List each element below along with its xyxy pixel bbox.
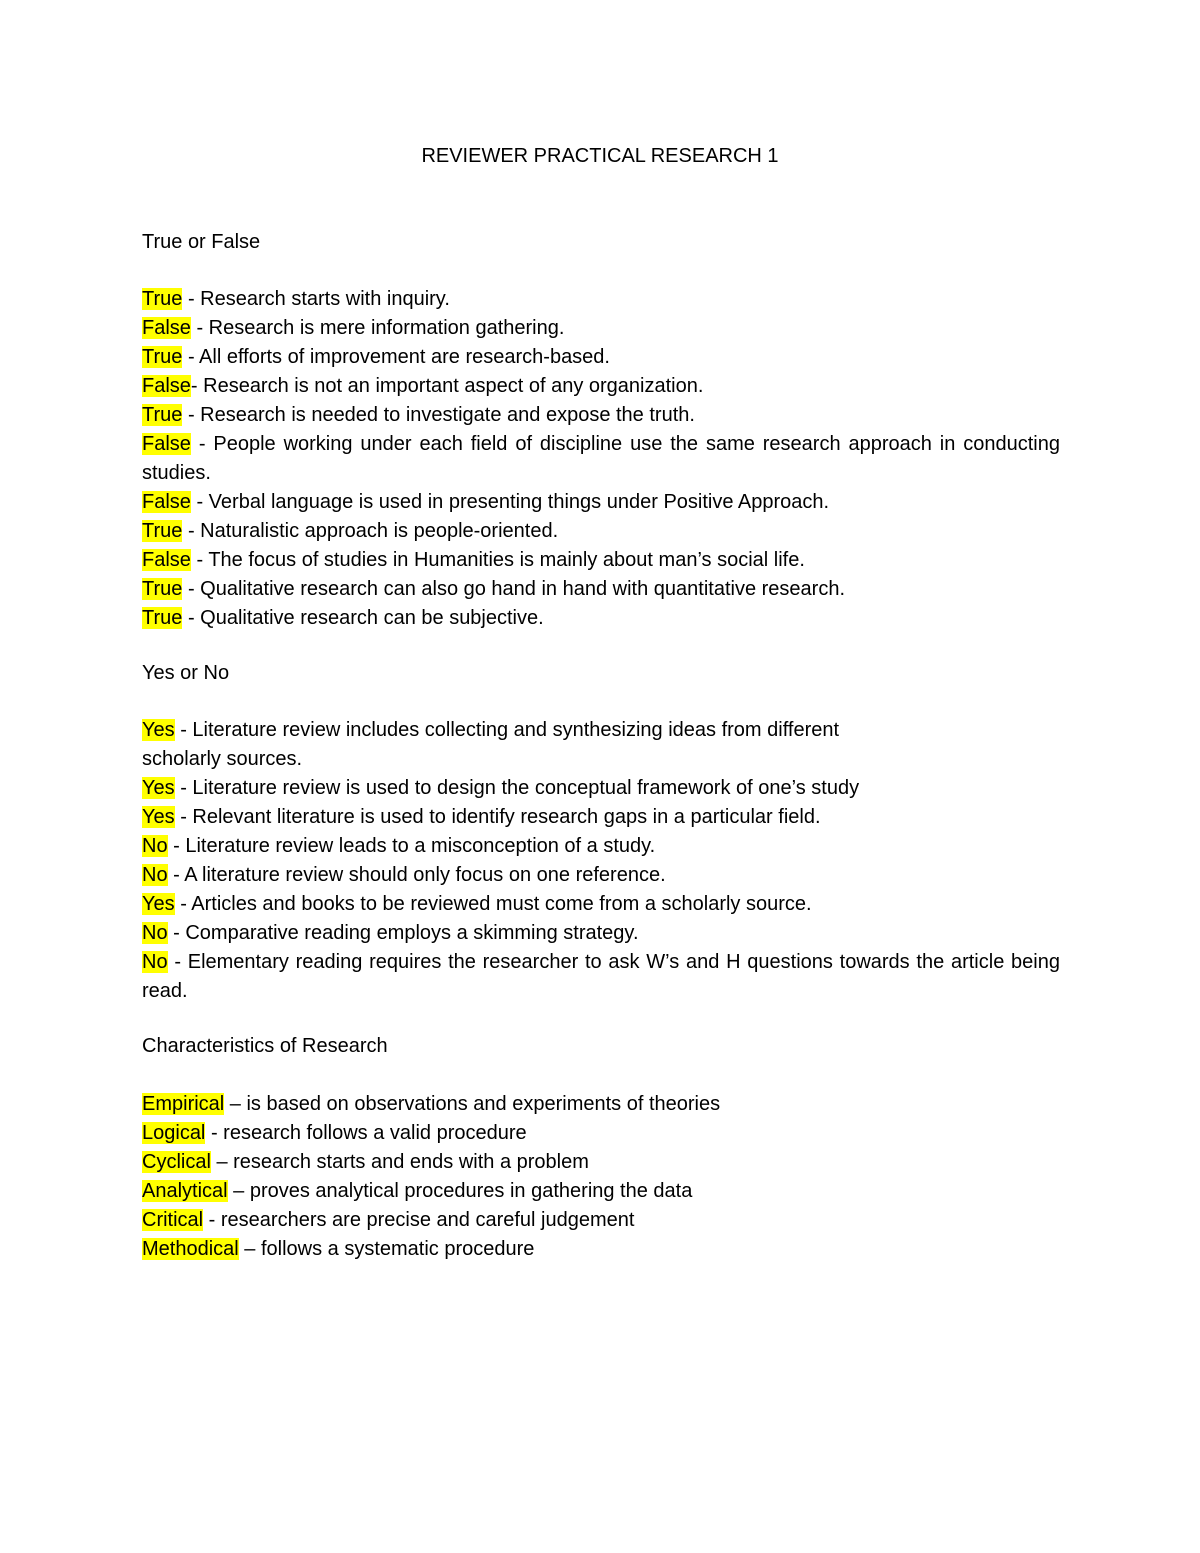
list-item <box>142 575 1060 604</box>
list-item <box>142 803 1060 832</box>
list-item <box>142 774 1060 803</box>
statement-text: - Research starts with inquiry. <box>182 288 450 310</box>
statement-text: - Research is mere information gathering. <box>190 317 565 339</box>
list-item <box>142 890 1060 919</box>
document-title: REVIEWER PRACTICAL RESEARCH 1 <box>421 145 779 167</box>
list-item <box>142 1148 1060 1177</box>
answer-highlight: Yes <box>142 806 175 828</box>
definition-text: – is based on observations and experiments of theories <box>224 1093 721 1115</box>
list-item <box>142 1235 1060 1264</box>
statement-text: - People working under each field of discipline use the same research approach in conducting studies. <box>142 433 1060 484</box>
statement-text-continued: scholarly sources. <box>142 748 303 770</box>
term-highlight: Critical <box>142 1209 204 1231</box>
list-item <box>142 546 1060 575</box>
term-highlight: Analytical <box>142 1180 228 1202</box>
list-item <box>142 716 1060 774</box>
definition-text: – proves analytical procedures in gathering the data <box>227 1180 693 1202</box>
answer-highlight: True <box>142 346 183 368</box>
answer-highlight: False <box>142 549 191 571</box>
true-false-list <box>142 285 1060 633</box>
statement-text: - Research is needed to investigate and expose the truth. <box>182 404 695 426</box>
term-highlight: Methodical <box>142 1238 239 1260</box>
list-item <box>142 1206 1060 1235</box>
statement-text: - Verbal language is used in presenting things under Positive Approach. <box>190 491 830 513</box>
section-heading-true-false: True or False <box>142 231 261 253</box>
statement-text: - Elementary reading requires the researcher to ask W’s and H questions towards the article being read. <box>142 951 1060 1002</box>
list-item <box>142 517 1060 546</box>
statement-text: - All efforts of improvement are research-based. <box>182 346 610 368</box>
statement-text: - The focus of studies in Humanities is mainly about man’s social life. <box>190 549 805 571</box>
definition-text: – research starts and ends with a problem <box>210 1151 589 1173</box>
statement-text: - Literature review leads to a misconception of a study. <box>167 835 656 857</box>
statement-text: - Literature review includes collecting and synthesizing ideas from different <box>174 719 840 741</box>
term-highlight: Cyclical <box>142 1151 211 1173</box>
term-highlight: Logical <box>142 1122 206 1144</box>
list-item <box>142 343 1060 372</box>
list-item <box>142 604 1060 633</box>
statement-text: - Literature review is used to design the conceptual framework of one’s study <box>174 777 860 799</box>
statement-text: - Naturalistic approach is people-oriented. <box>182 520 559 542</box>
list-item <box>142 1119 1060 1148</box>
term-highlight: Empirical <box>142 1093 225 1115</box>
list-item <box>142 832 1060 861</box>
list-item <box>142 919 1060 948</box>
answer-highlight: False <box>142 375 191 397</box>
answer-highlight: True <box>142 404 183 426</box>
list-item <box>142 285 1060 314</box>
list-item <box>142 488 1060 517</box>
definition-text: - research follows a valid procedure <box>205 1122 527 1144</box>
answer-highlight: True <box>142 288 183 310</box>
statement-text: - Articles and books to be reviewed must come from a scholarly source. <box>174 893 812 915</box>
statement-text: - Comparative reading employs a skimming strategy. <box>167 922 639 944</box>
list-item <box>142 372 1060 401</box>
list-item <box>142 314 1060 343</box>
statement-text: - Qualitative research can be subjective. <box>182 607 544 629</box>
definition-text: - researchers are precise and careful judgement <box>203 1209 635 1231</box>
answer-highlight: True <box>142 520 183 542</box>
answer-highlight: True <box>142 607 183 629</box>
answer-highlight: Yes <box>142 719 175 741</box>
statement-text: - Research is not an important aspect of any organization. <box>190 375 704 397</box>
answer-highlight: No <box>142 864 168 886</box>
list-item <box>142 401 1060 430</box>
answer-highlight: Yes <box>142 893 175 915</box>
answer-highlight: True <box>142 578 183 600</box>
list-item <box>142 948 1060 1006</box>
characteristics-list <box>142 1090 1060 1264</box>
answer-highlight: No <box>142 951 168 973</box>
answer-highlight: False <box>142 317 191 339</box>
list-item <box>142 1177 1060 1206</box>
list-item <box>142 430 1060 488</box>
section-heading-yes-no: Yes or No <box>142 662 230 684</box>
definition-text: – follows a systematic procedure <box>238 1238 535 1260</box>
list-item <box>142 1090 1060 1119</box>
statement-text: - A literature review should only focus on one reference. <box>167 864 666 886</box>
list-item <box>142 861 1060 890</box>
answer-highlight: Yes <box>142 777 175 799</box>
answer-highlight: False <box>142 433 191 455</box>
statement-text: - Relevant literature is used to identify research gaps in a particular field. <box>174 806 821 828</box>
yes-no-list <box>142 716 1060 1006</box>
statement-text: - Qualitative research can also go hand in hand with quantitative research. <box>182 578 845 600</box>
section-heading-characteristics: Characteristics of Research <box>142 1035 388 1057</box>
answer-highlight: No <box>142 835 168 857</box>
answer-highlight: False <box>142 491 191 513</box>
answer-highlight: No <box>142 922 168 944</box>
